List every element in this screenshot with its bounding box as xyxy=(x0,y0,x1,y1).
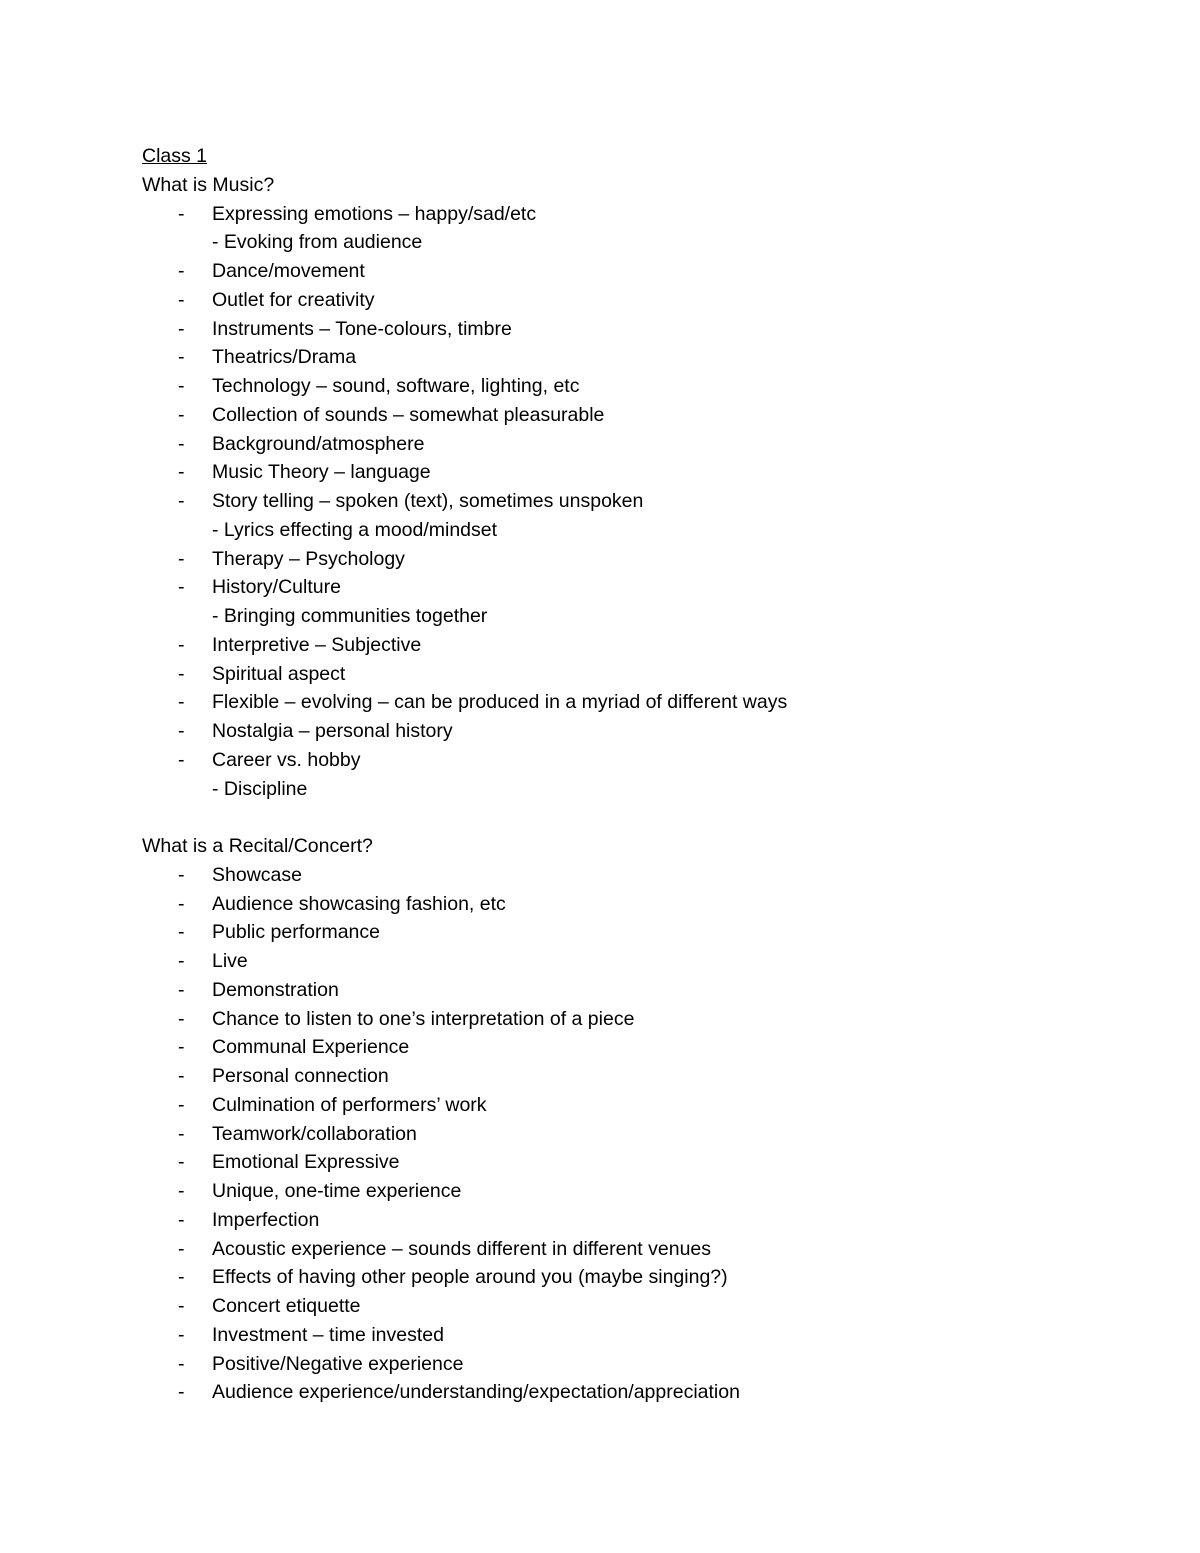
bullet-dash: - xyxy=(178,288,185,311)
bullet-dash: - xyxy=(178,1295,185,1317)
bullet-dash: - xyxy=(178,461,185,484)
list-item xyxy=(142,1206,1102,1235)
list-item-text: Career vs. hobby xyxy=(212,748,361,771)
bullet-dash: - xyxy=(178,1036,185,1059)
section-heading: What is Music? xyxy=(142,173,275,196)
bullet-dash: - xyxy=(178,921,185,944)
section-what-is-a-recital xyxy=(142,832,1102,1407)
bullet-dash: - xyxy=(178,1093,185,1116)
list-item-text: Effects of having other people around you (maybe singing?) xyxy=(212,1266,728,1289)
list-item xyxy=(142,372,1102,401)
bullet-dash: - xyxy=(178,863,185,886)
list-item-text: Collection of sounds – somewhat pleasurable xyxy=(212,403,605,426)
list-item-text: Teamwork/collaboration xyxy=(212,1122,417,1145)
bullet-dash: - xyxy=(178,403,185,426)
bullet-dash: - xyxy=(178,1122,185,1145)
list-item-text: Public performance xyxy=(212,921,380,944)
list-item xyxy=(142,1033,1102,1062)
bullet-dash: - xyxy=(178,1151,185,1174)
list-item xyxy=(142,1062,1102,1091)
bullet-dash: - xyxy=(178,950,185,972)
bullet-dash: - xyxy=(178,317,185,340)
list-item-text: Communal Experience xyxy=(212,1036,410,1059)
list-item xyxy=(142,1292,1102,1321)
list-item xyxy=(142,918,1102,947)
list-item xyxy=(142,1263,1102,1292)
bullet-dash: - xyxy=(178,720,185,742)
bullet-dash: - xyxy=(178,547,185,570)
bullet-dash: - xyxy=(178,432,185,455)
section-what-is-music xyxy=(142,171,1102,804)
bullet-dash: - xyxy=(178,892,185,915)
list-item-text: Story telling – spoken (text), sometimes unspoken xyxy=(212,490,644,512)
list-item xyxy=(142,890,1102,919)
list-item-text: Culmination of performers’ work xyxy=(212,1093,487,1116)
list-item-text: Music Theory – language xyxy=(212,461,431,484)
list-item xyxy=(142,1148,1102,1177)
list-item xyxy=(142,458,1102,487)
list-item xyxy=(142,1321,1102,1350)
list-item-text: Unique, one-time experience xyxy=(212,1180,462,1202)
list-item-text: Positive/Negative experience xyxy=(212,1352,464,1375)
bullet-dash: - xyxy=(178,662,185,685)
list-item xyxy=(142,1177,1102,1206)
list-item xyxy=(142,1350,1102,1379)
bullet-dash: - xyxy=(178,1208,185,1231)
bullet-dash: - xyxy=(178,1323,185,1346)
document-content xyxy=(142,142,1102,1407)
list-item-text: Audience experience/understanding/expectation/appreciation xyxy=(212,1381,740,1404)
list-item xyxy=(142,1378,1102,1407)
list-item xyxy=(142,343,1102,372)
list-item xyxy=(142,257,1102,286)
list-item-text: History/Culture xyxy=(212,576,341,599)
list-item-text: Investment – time invested xyxy=(212,1323,444,1346)
list-item-text: Live xyxy=(212,950,248,972)
list-item xyxy=(142,200,1102,258)
bullet-dash: - xyxy=(178,375,185,397)
bullet-dash: - xyxy=(178,576,185,599)
list-item xyxy=(142,660,1102,689)
list-item xyxy=(142,315,1102,344)
list-item-text: Audience showcasing fashion, etc xyxy=(212,892,506,915)
bullet-dash: - xyxy=(178,202,185,225)
list-item-text: Chance to listen to one’s interpretation of a piece xyxy=(212,1007,635,1030)
list-item-text: Technology – sound, software, lighting, etc xyxy=(212,375,580,397)
bullet-dash: - xyxy=(178,1065,185,1087)
sub-item-text: - Discipline xyxy=(212,777,308,800)
bullet-dash: - xyxy=(178,1180,185,1202)
list-item-text: Imperfection xyxy=(212,1208,320,1231)
list-item-text: Interpretive – Subjective xyxy=(212,633,422,656)
list-item-text: Expressing emotions – happy/sad/etc xyxy=(212,202,537,225)
bullet-dash: - xyxy=(178,490,185,512)
sub-item-text: - Lyrics effecting a mood/mindset xyxy=(212,518,498,541)
bullet-dash: - xyxy=(178,1237,185,1260)
list-item-text: Instruments – Tone-colours, timbre xyxy=(212,317,512,340)
list-item-text: Acoustic experience – sounds different in different venues xyxy=(212,1237,712,1260)
list-item-text: Theatrics/Drama xyxy=(212,346,357,369)
list-item-text: Spiritual aspect xyxy=(212,662,346,685)
sub-item-text: - Evoking from audience xyxy=(212,231,423,254)
bullet-dash: - xyxy=(178,978,185,1001)
bullet-dash: - xyxy=(178,633,185,656)
list-item-text: Flexible – evolving – can be produced in a myriad of different ways xyxy=(212,691,788,714)
bullet-dash: - xyxy=(178,346,185,369)
list-item xyxy=(142,1091,1102,1120)
bullet-dash: - xyxy=(178,260,185,282)
bullet-dash: - xyxy=(178,1352,185,1375)
list-item xyxy=(142,1005,1102,1034)
list-item xyxy=(142,688,1102,717)
list-item-text: Background/atmosphere xyxy=(212,432,425,455)
list-item-text: Demonstration xyxy=(212,978,339,1001)
document-title: Class 1 xyxy=(142,145,208,167)
list-item xyxy=(142,573,1102,631)
list-item-text: Showcase xyxy=(212,863,302,886)
bullet-dash: - xyxy=(178,1007,185,1030)
list-item xyxy=(142,1235,1102,1264)
bullet-dash: - xyxy=(178,1266,185,1289)
list-item-text: Outlet for creativity xyxy=(212,288,375,311)
list-item-text: Nostalgia – personal history xyxy=(212,720,453,742)
list-item xyxy=(142,545,1102,574)
list-item xyxy=(142,1120,1102,1149)
list-item xyxy=(142,286,1102,315)
section-spacer xyxy=(142,803,1102,832)
list-item xyxy=(142,947,1102,976)
list-item-text: Concert etiquette xyxy=(212,1295,361,1317)
list-item xyxy=(142,631,1102,660)
list-item xyxy=(142,976,1102,1005)
bullet-dash: - xyxy=(178,1381,185,1404)
list-item xyxy=(142,717,1102,746)
list-item-text: Personal connection xyxy=(212,1065,389,1087)
list-item xyxy=(142,487,1102,545)
list-item xyxy=(142,401,1102,430)
section-heading: What is a Recital/Concert? xyxy=(142,835,373,857)
list-item-text: Emotional Expressive xyxy=(212,1151,400,1174)
list-item xyxy=(142,430,1102,459)
bullet-dash: - xyxy=(178,748,185,771)
sub-item-text: - Bringing communities together xyxy=(212,605,488,627)
list-item-text: Dance/movement xyxy=(212,260,365,282)
list-item xyxy=(142,746,1102,804)
bullet-dash: - xyxy=(178,691,185,714)
bullet-list xyxy=(142,861,1102,1407)
bullet-list xyxy=(142,200,1102,804)
list-item-text: Therapy – Psychology xyxy=(212,547,405,570)
list-item xyxy=(142,861,1102,890)
